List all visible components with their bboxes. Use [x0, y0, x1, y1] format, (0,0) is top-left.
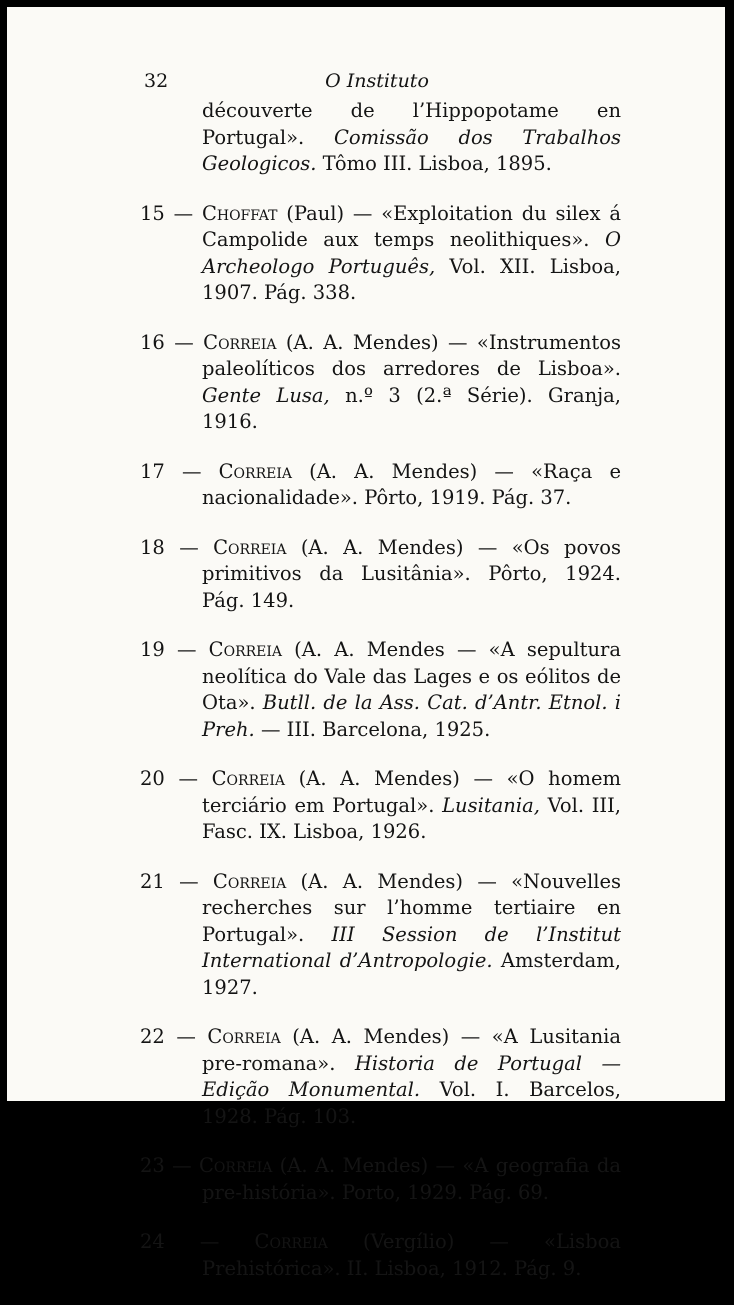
reference-list — [140, 201, 621, 1283]
reference-number: 17 — [140, 459, 165, 483]
reference-entry: 19 — Correia (A. A. Mendes — «A sepultura neolítica do Vale das Lages e os eólitos de Ota». Butll. de la Ass. Cat. d’Antr. Etnol. i Preh. — III. Barcelona, 1925. — [140, 638, 622, 741]
reference-entry: 23 — Correia (A. A. Mendes) — «A geografia da pre-história». Porto, 1929. Pág. 69. — [140, 1154, 621, 1204]
reference-entry: 24 — Correia (Vergílio) — «Lisboa Prehistórica». II. Lisboa, 1912. Pág. 9. — [140, 1230, 621, 1280]
reference-entry: 18 — Correia (A. A. Mendes) — «Os povos primitivos da Lusitânia». Pôrto, 1924. Pág. 149. — [140, 535, 621, 612]
reference-text: (A. A. Mendes) — «O homem terciário em Portugal». — [202, 767, 621, 817]
reference-text: (A. A. Mendes) — «Os povos primitivos da Lusitânia». Pôrto, 1924. Pág. 149. — [202, 535, 621, 612]
reference-author: Correia — [211, 767, 285, 790]
reference-number: 18 — [140, 535, 165, 559]
reference-author: Correia — [208, 638, 283, 661]
reference-entry: 16 — Correia (A. A. Mendes) — «Instrumentos paleolíticos dos arredores de Lisboa». Gente Lusa, n.º 3 (2.ª Série). Granja, 1916. — [140, 330, 622, 433]
reference-author: Correia — [254, 1230, 328, 1253]
document-page — [7, 7, 725, 1280]
reference-text: Amsterdam, 1927. — [202, 949, 621, 999]
reference-text: (A. A. Mendes) — «A Lusitania pre-romana». — [202, 1025, 621, 1075]
reference-text: Vol. III, Fasc. IX. Lisboa, 1926. — [202, 793, 622, 843]
reference-entry: 17 — Correia (A. A. Mendes) — «Raça e nacionalidade». Pôrto, 1919. Pág. 37. — [140, 459, 621, 509]
reference-text: (Vergílio) — «Lisboa Prehistórica». II. Lisboa, 1912. Pág. 9. — [202, 1230, 621, 1280]
reference-text: (A. A. Mendes) — «Instrumentos paleolíticos dos arredores de Lisboa». — [202, 330, 622, 380]
running-header — [133, 63, 621, 99]
reference-publication: Butll. de la Ass. Cat. d’Antr. Etnol. i Preh. — [202, 691, 622, 741]
reference-entry: 22 — Correia (A. A. Mendes) — «A Lusitania pre-romana». Historia de Portugal — Edição Monumental. Vol. I. Barcelos, 1928. Pág. 103. — [140, 1025, 621, 1128]
reference-number: 24 — [140, 1230, 165, 1253]
reference-author: Correia — [207, 1025, 281, 1048]
reference-author: Correia — [203, 330, 277, 354]
reference-publication: Historia de Portugal — Edição Monumental. — [202, 1051, 621, 1101]
reference-text: Vol. XII. Lisboa, 1907. Pág. 338. — [202, 254, 621, 304]
reference-number: 21 — [140, 869, 165, 893]
reference-publication: O Archeologo Português, — [202, 228, 621, 278]
reference-text: (A. A. Mendes) — «A geografia da pre-história». Porto, 1929. Pág. 69. — [202, 1154, 621, 1204]
reference-text: n.º 3 (2.ª Série). Granja, 1916. — [202, 383, 621, 433]
reference-text: (Paul) — «Exploitation du silex á Campolide aux temps neolithiques». — [202, 201, 621, 251]
page-number: 32 — [144, 70, 169, 92]
reference-entry: 15 — Choffat (Paul) — «Exploitation du silex á Campolide aux temps neolithiques». O Archeologo Português, Vol. XII. Lisboa, 1907. Pág. 338. — [140, 201, 621, 304]
reference-entry: 20 — Correia (A. A. Mendes) — «O homem terciário em Portugal». Lusitania, Vol. III, Fasc. IX. Lisboa, 1926. — [140, 767, 622, 843]
reference-publication: Gente Lusa, — [202, 383, 330, 407]
reference-author: Correia — [218, 459, 292, 483]
reference-author: Correia — [213, 535, 287, 559]
reference-number: 15 — [140, 201, 165, 225]
reference-number: 23 — [140, 1154, 165, 1177]
reference-entry: 21 — Correia (A. A. Mendes) — «Nouvelles recherches sur l’homme tertiaire en Portugal». III Session de l’Institut International d’Antropologie. Amsterdam, 1927. — [140, 869, 621, 999]
reference-number: 20 — [140, 767, 165, 790]
journal-title: O Instituto — [325, 70, 429, 92]
reference-number: 22 — [140, 1025, 165, 1048]
reference-author: Correia — [212, 869, 287, 893]
reference-number: 16 — [140, 330, 165, 354]
reference-text: Vol. I. Barcelos, 1928. Pág. 103. — [202, 1078, 621, 1128]
reference-text: — III. Barcelona, 1925. — [254, 717, 491, 741]
reference-publication: III Session de l’Institut International d’Antropologie. — [202, 922, 621, 972]
reference-number: 19 — [140, 638, 165, 661]
reference-author: Correia — [199, 1154, 273, 1177]
reference-publication: Lusitania, — [442, 793, 540, 817]
bibliography — [140, 98, 621, 1305]
reference-text: (A. A. Mendes — «A sepultura neolítica do Vale das Lages e os eólitos de Ota». — [202, 638, 621, 714]
reference-text: (A. A. Mendes) — «Raça e nacionalidade». Pôrto, 1919. Pág. 37. — [202, 459, 621, 509]
reference-text: (A. A. Mendes) — «Nouvelles recherches sur l’homme tertiaire en Portugal». — [202, 869, 621, 946]
continuation-paragraph: découverte de l’Hippopotame en Portugal». Comissão dos Trabalhos Geologicos. Tômo III. Lisboa, 1895. — [202, 99, 622, 175]
reference-author: Choffat — [201, 201, 278, 225]
